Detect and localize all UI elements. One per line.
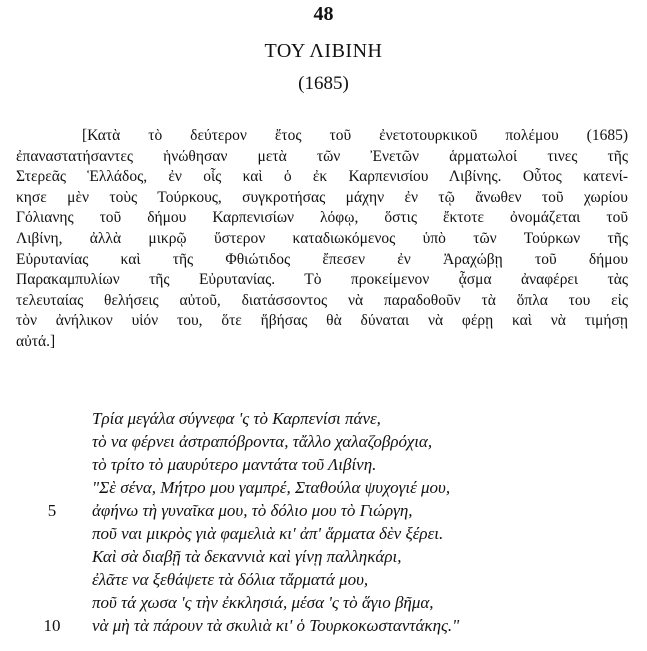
poem-line xyxy=(0,545,647,568)
intro-line: τὸν ἀνήλικον υἱόν του, ὅτε ἥβήσας θὰ δύναται νὰ φέρῃ καὶ νὰ τιμήσῃ xyxy=(16,312,628,330)
page-number: 48 xyxy=(313,3,334,25)
verse-text: ποῦ τά χωσα 'ς τὴν ἐκκλησιά, μέσα 'ς τὸ ἅγιο βῆμα, xyxy=(92,593,434,612)
verse-text: τὸ τρίτο τὸ μαυρύτερο μαντάτα τοῦ Λιβίνη. xyxy=(92,455,377,474)
poem-line xyxy=(0,614,647,637)
poem-line xyxy=(0,407,647,430)
poem-line xyxy=(0,591,647,614)
poem-line xyxy=(0,453,647,476)
intro-paragraph xyxy=(16,126,628,353)
intro-line: αὐτά.] xyxy=(16,332,56,350)
verse-text: "Σὲ σένα, Μήτρο μου γαμπρέ, Σταθούλα ψυχογιέ μου, xyxy=(92,478,451,497)
poem-line xyxy=(0,522,647,545)
intro-line: Εὐρυτανίας καὶ τῆς Φθιώτιδος ἔπεσεν ἐν Ἀραχώβῃ τοῦ δήμου xyxy=(16,250,628,268)
poem-line xyxy=(0,430,647,453)
intro-line: Γόλιανης τοῦ δήμου Καρπενισίων λόφῳ, ὅστις ἔκτοτε ὀνομάζεται τοῦ xyxy=(16,209,628,227)
verse-text: ἐλᾶτε να ξεθάψετε τὰ δόλια τἄρματά μου, xyxy=(92,570,369,589)
poem-line xyxy=(0,568,647,591)
intro-line: κησε μὲν τοὺς Τούρκους, συγκροτήσας μάχην ἐν τῷ ἄνωθεν τοῦ χωρίου xyxy=(16,188,628,206)
verse-text: Καὶ σὰ διαβῇ τὰ δεκαννιὰ καὶ γίνῃ παλληκάρι, xyxy=(92,547,402,566)
intro-line: Στερεᾶς Ἑλλάδος, ἐν οἷς καὶ ὁ ἐκ Καρπενισίου Λιβίνης. Οὗτος κατενί- xyxy=(16,168,628,186)
verse-text: Τρία μεγάλα σύγνεφα 'ς τὸ Καρπενίσι πάνε, xyxy=(92,409,381,428)
intro-line: [Κατὰ τὸ δεύτερον ἔτος τοῦ ἐνετοτουρκικοῦ πολέμου (1685) xyxy=(82,127,628,144)
intro-line: Λιβίνη, ἀλλὰ μικρῷ ὕστερον καταδιωκόμενος ὑπὸ τῶν Τούρκων τῆς xyxy=(16,229,628,247)
verse-text: νὰ μὴ τὰ πάρουν τὰ σκυλιὰ κι' ὁ Τουρκοκωσταντάκης." xyxy=(92,616,460,635)
verse-text: ποῦ ναι μικρὸς γιὰ φαμελιὰ κι' ἀπ' ἅρματα δὲν ξέρει. xyxy=(92,524,444,543)
poem-line xyxy=(0,499,647,522)
verse-text: ἀφήνω τὴ γυναῖκα μου, τὸ δόλιο μου τὸ Γιώργη, xyxy=(92,501,413,520)
line-number: 10 xyxy=(43,616,61,635)
verse-text: τὸ να φέρνει ἀστραπόβροντα, τἄλλο χαλαζοβρόχια, xyxy=(92,432,433,451)
poem-line xyxy=(0,476,647,499)
intro-line: ἐπαναστατήσαντες ἡνώθησαν μετὰ τῶν Ἐνετῶν ἁρματωλοί τινες τῆς xyxy=(16,147,628,165)
intro-line: τελευταίας θελήσεις αὐτοῦ, διατάσσοντος νὰ παραδοθοῦν τὰ ὅπλα του εἰς xyxy=(16,291,628,309)
poem-title: ΤΟΥ ΛΙΒΙΝΗ xyxy=(264,40,383,62)
intro-line: Παρακαμπυλίων τῆς Εὐρυτανίας. Τὸ προκείμενον ᾆσμα ἀναφέρει τὰς xyxy=(16,271,628,289)
poem-year: (1685) xyxy=(298,73,349,94)
poem-body xyxy=(0,407,647,637)
line-number: 5 xyxy=(47,501,57,520)
